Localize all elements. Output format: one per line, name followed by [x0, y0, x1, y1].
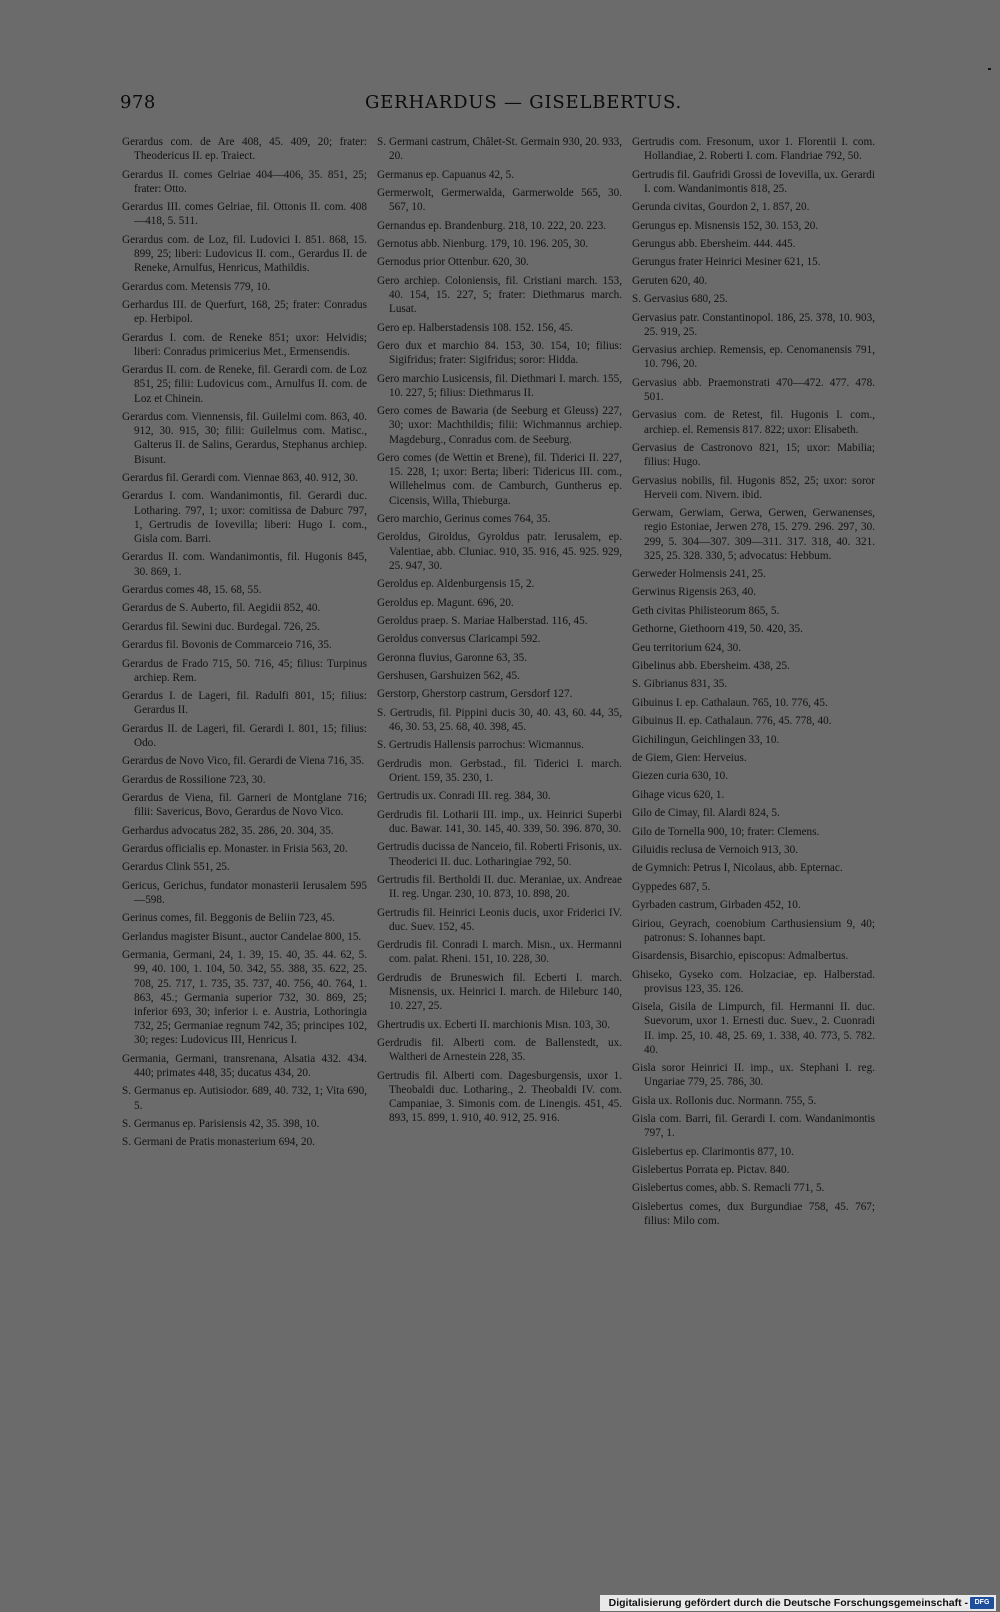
index-entry: Gerwinus Rigensis 263, 40. — [632, 586, 756, 599]
index-entry: Giluidis reclusa de Vernoich 913, 30. — [632, 843, 799, 856]
index-entry: Geroldus ep. Magunt. 696, 20. — [377, 596, 514, 609]
index-entry: Geronna fluvius, Garonne 63, 35. — [377, 651, 528, 664]
index-entry: Gerinus comes, fil. Beggonis de Beliin 723, 45. — [122, 912, 335, 925]
index-entry: Gislebertus comes, abb. S. Remacli 771, 5. — [632, 1182, 825, 1195]
index-entry: Gyppedes 687, 5. — [632, 880, 711, 893]
index-entry: Gibelinus abb. Ebersheim. 438, 25. — [632, 660, 790, 673]
index-entry: Gerwam, Gerwiam, Gerwa, Gerwen, Gerwanenses, regio Estoniae, Jerwen 278, 15. 279. 296. 297, 30. 299, 5. 304—307. 309—311. 317. 318, 40. 321. 325, 25. 328. 330, 5; advocatus: Hebbum. — [632, 507, 875, 562]
index-entry: Gerardus II. com. de Reneke, fil. Gerardi com. de Loz 851, 25; filii: Ludovicus com., Arnulfus II. com. de Loz et Chinein. — [122, 364, 367, 405]
index-entry: Gihage vicus 620, 1. — [632, 788, 725, 801]
index-entry: Gertrudis fil. Alberti com. Dagesburgensis, uxor 1. Theobaldi duc. Lotharing., 2. Theobaldi IV. com. Campaniae, 3. Simonis com. de Linengis. 451, 45. 893, 15. 899, 1. 910, 40. 912, 25. 916. — [377, 1069, 622, 1125]
index-entry: Giezen curia 630, 10. — [632, 770, 728, 783]
index-entry: S. Gertrudis Hallensis parrochus: Wicmannus. — [377, 739, 584, 752]
index-entry: de Gymnich: Petrus I, Nicolaus, abb. Epternac. — [632, 862, 843, 875]
index-entry: Gertrudis fil. Bertholdi II. duc. Meraniae, ux. Andreae II. reg. Ungar. 230, 10. 873, 10. 898, 20. — [377, 874, 622, 901]
index-entry: S. Germanus ep. Parisiensis 42, 35. 398, 10. — [122, 1118, 320, 1130]
index-entry: Gerardus com. Metensis 779, 10. — [122, 280, 271, 293]
index-entry: Gilo de Tornella 900, 10; frater: Clemens. — [632, 825, 820, 838]
index-entry: Gertrudis com. Fresonum, uxor 1. Florentii I. com. Hollandiae, 2. Roberti I. com. Flandriae 792, 50. — [632, 136, 875, 163]
index-entry: S. Germani de Pratis monasterium 694, 20. — [122, 1136, 315, 1149]
index-entry: Gerdrudis mon. Gerbstad., fil. Tiderici I. march. Orient. 159, 35. 230, 1. — [377, 757, 622, 785]
index-entry: Gerardus de Viena, fil. Garneri de Montglane 716; filii: Savericus, Bovo, Gerardus de Novo Vico. — [122, 792, 367, 819]
index-entry: S. Gervasius 680, 25. — [632, 293, 728, 306]
page-number: 978 — [120, 92, 156, 113]
scan-edge-mark — [988, 68, 991, 70]
index-entry: Gibuinus II. ep. Cathalaun. 776, 45. 778, 40. — [632, 715, 832, 728]
index-entry: Gericus, Gerichus, fundator monasterii Ierusalem 595—598. — [122, 879, 367, 907]
index-entry: Gerardus de Rossilione 723, 30. — [122, 773, 266, 786]
index-entry: Gerardus fil. Gerardi com. Viennae 863, 40. 912, 30. — [122, 471, 358, 484]
index-entry: Gertrudis ducissa de Nanceio, fil. Roberti Frisonis, ux. Theoderici II. duc. Lotharingiae 792, 50. — [377, 841, 622, 868]
index-entry: Gerardus officialis ep. Monaster. in Frisia 563, 20. — [122, 843, 348, 856]
index-entry: Gerungus abb. Ebersheim. 444. 445. — [632, 237, 796, 250]
index-entry: Gerardus Clink 551, 25. — [122, 861, 230, 874]
index-entry: Gisla soror Heinrici II. imp., ux. Stephani I. reg. Ungariae 779, 25. 786, 30. — [632, 1062, 875, 1089]
index-entry: Gerardus comes 48, 15. 68, 55. — [122, 583, 262, 596]
index-entry: Geroldus conversus Claricampi 592. — [377, 633, 541, 646]
index-entry: Geroldus ep. Aldenburgensis 15, 2. — [377, 578, 535, 591]
index-entry: Gerstorp, Gherstorp castrum, Gersdorf 127. — [377, 688, 573, 701]
index-entry: Gerardus de Novo Vico, fil. Gerardi de Viena 716, 35. — [122, 755, 365, 768]
dfg-logo: DFG — [970, 1597, 994, 1609]
index-entry: Gerardus I. de Lageri, fil. Radulfi 801, 15; filius: Gerardus II. — [122, 690, 367, 717]
index-column-middle — [377, 135, 622, 1130]
index-entry: Gerardus de Frado 715, 50. 716, 45; filius: Turpinus archiep. Rem. — [122, 657, 367, 684]
index-entry: Gerardus com. de Are 408, 45. 409, 20; frater: Theodericus II. ep. Traiect. — [122, 136, 367, 163]
index-entry: Gerhardus advocatus 282, 35. 286, 20. 304, 35. — [122, 824, 334, 837]
index-entry: Geruten 620, 40. — [632, 274, 708, 287]
index-column-right — [632, 135, 875, 1232]
index-entry: Gerardus I. com. Wandanimontis, fil. Gerardi duc. Lotharing. 797, 1; uxor: comitissa de Daburc 797, 1, Gertrudis de Iovevilla; liberi: Hugo I. com., Gisla com. Barri. — [122, 490, 367, 545]
index-entry: Gertrudis ux. Conradi III. reg. 384, 30. — [377, 790, 551, 803]
index-entry: Gerungus ep. Misnensis 152, 30. 153, 20. — [632, 219, 819, 232]
index-entry: Gernandus ep. Brandenburg. 218, 10. 222, 20. 223. — [377, 219, 607, 232]
index-entry: Gernodus prior Ottenbur. 620, 30. — [377, 256, 529, 269]
index-entry: Gertrudis fil. Gaufridi Grossi de Iovevilla, ux. Gerardi I. com. Wandanimontis 818, 25. — [632, 168, 875, 195]
index-entry: Gerhardus III. de Querfurt, 168, 25; frater: Conradus ep. Herbipol. — [122, 298, 367, 326]
index-entry: Gislebertus Porrata ep. Pictav. 840. — [632, 1164, 790, 1177]
index-entry: Gerardus II. com. Wandanimontis, fil. Hugonis 845, 30. 869, 1. — [122, 551, 367, 578]
index-entry: Gyrbaden castrum, Girbaden 452, 10. — [632, 899, 801, 912]
index-entry: S. Gertrudis, fil. Pippini ducis 30, 40. 43, 60. 44, 35, 46, 30. 53, 25. 68, 40. 398, 45. — [377, 706, 622, 734]
index-entry: Ghertrudis ux. Ecberti II. marchionis Misn. 103, 30. — [377, 1018, 611, 1031]
index-entry: Gerardus III. comes Gelriae, fil. Ottonis II. com. 408—418, 5. 511. — [122, 201, 367, 228]
index-entry: Gerardus II. comes Gelriae 404—406, 35. 851, 25; frater: Otto. — [122, 168, 367, 195]
index-entry: Gerunda civitas, Gourdon 2, 1. 857, 20. — [632, 201, 810, 214]
index-entry: Germanus ep. Capuanus 42, 5. — [377, 168, 515, 181]
index-entry: Gero comes (de Wettin et Brene), fil. Tiderici II. 227, 15. 228, 1; uxor: Berta; liberi: Tidericus III. com., Willehelmus com. de Camburch, Guntherus ep. Cicensis, Willa, Thieburga. — [377, 451, 622, 507]
running-head: GERHARDUS — GISELBERTUS. — [365, 92, 682, 113]
index-entry: Gerardus com. de Loz, fil. Ludovici I. 851. 868, 15. 899, 25; liberi: Ludovicus II. com., Gerardus II. de Reneke, Arnulfus, Henricus, Mathildis. — [122, 233, 367, 275]
index-entry: Gisela, Gisila de Limpurch, fil. Hermanni II. duc. Suevorum, uxor 1. Ernesti duc. Suev., 2. Cuonradi II. imp. 25, 10. 48, 25. 69, 1. 338, 40. 773, 5. 782. 40. — [632, 1001, 875, 1056]
index-entry: de Giem, Gien: Herveius. — [632, 752, 747, 764]
index-entry: Gervasius nobilis, fil. Hugonis 852, 25; uxor: soror Herveii com. Nivern. ibid. — [632, 474, 875, 501]
index-entry: Ghiseko, Gyseko com. Holzaciae, ep. Halberstad. provisus 123, 35. 126. — [632, 968, 875, 995]
index-entry: Gilo de Cimay, fil. Alardi 824, 5. — [632, 807, 780, 820]
index-entry: S. Germanus ep. Autisiodor. 689, 40. 732, 1; Vita 690, 5. — [122, 1085, 367, 1112]
index-entry: Gero archiep. Coloniensis, fil. Cristiani march. 153, 40. 154, 15. 227, 5; frater: Diethmarus march. Lusat. — [377, 274, 622, 316]
index-entry: Gero ep. Halberstadensis 108. 152. 156, 45. — [377, 321, 574, 334]
index-entry: Gerdrudis de Bruneswich fil. Ecberti I. march. Misnensis, ux. Heinrici I. march. de Hileburc 140, 10. 227, 25. — [377, 971, 622, 1013]
index-entry: Gisardensis, Bisarchio, episcopus: Admalbertus. — [632, 950, 849, 963]
index-entry: Gervasius de Castronovo 821, 15; uxor: Mabilia; filius: Hugo. — [632, 441, 875, 469]
footer-credit-text: Digitalisierung gefördert durch die Deutsche Forschungsgemeinschaft - — [608, 1597, 968, 1609]
index-entry: Gislebertus ep. Clarimontis 877, 10. — [632, 1145, 794, 1158]
index-entry: Geu territorium 624, 30. — [632, 641, 742, 654]
index-entry: Gerardus I. com. de Reneke 851; uxor: Helvidis; liberi: Conradus primicerius Met., Ermensendis. — [122, 331, 367, 358]
index-entry: Gislebertus comes, dux Burgundiae 758, 45. 767; filius: Milo com. — [632, 1200, 875, 1228]
index-column-left — [122, 135, 367, 1154]
digitization-footer — [600, 1595, 996, 1611]
index-entry: S. Gibrianus 831, 35. — [632, 678, 728, 691]
index-entry: Gershusen, Garshuizen 562, 45. — [377, 670, 520, 683]
index-entry: Gernotus abb. Nienburg. 179, 10. 196. 205, 30. — [377, 237, 589, 250]
index-entry: Geroldus praep. S. Mariae Halberstad. 116, 45. — [377, 614, 588, 627]
index-entry: Gerungus frater Heinrici Mesiner 621, 15. — [632, 256, 821, 269]
index-entry: Gerardus II. de Lageri, fil. Gerardi I. 801, 15; filius: Odo. — [122, 722, 367, 749]
index-entry: Gero dux et marchio 84. 153, 30. 154, 10; filius: Sigifridus; frater: Sigifridus; soror: Hidda. — [377, 339, 622, 367]
index-entry: Gerardus com. Viennensis, fil. Guilelmi com. 863, 40. 912, 30. 915, 30; filii: Guilelmus com. Matisc., Galterus II. de Salins, Gerardus, Stephanus archiep. Bisunt. — [122, 410, 367, 466]
index-entry: Gerardus fil. Sewini duc. Burdegal. 726, 25. — [122, 620, 320, 633]
page-header — [120, 92, 682, 122]
index-entry: Gerardus fil. Bovonis de Commarceio 716, 35. — [122, 639, 332, 652]
index-entry: Gerdrudis fil. Lotharii III. imp., ux. Heinrici Superbi duc. Bawar. 141, 30. 145, 40. 339, 50. 396. 870, 30. — [377, 808, 622, 836]
index-entry: Gervasius abb. Praemonstrati 470—472. 477. 478. 501. — [632, 376, 875, 403]
index-entry: Gero comes de Bawaria (de Seeburg et Gleuss) 227, 30; uxor: Machthildis; filii: Wichmannus archiep. Magdeburg., Conradus com. de Seeburg. — [377, 405, 622, 446]
index-entry: Gethorne, Giethoorn 419, 50. 420, 35. — [632, 623, 803, 636]
index-entry: Gichilingun, Geichlingen 33, 10. — [632, 733, 780, 746]
index-entry: Gertrudis fil. Heinrici Leonis ducis, uxor Friderici IV. duc. Suev. 152, 45. — [377, 906, 622, 933]
index-entry: Germerwolt, Germerwalda, Garmerwolde 565, 30. 567, 10. — [377, 186, 622, 214]
index-entry: Gisla com. Barri, fil. Gerardi I. com. Wandanimontis 797, 1. — [632, 1113, 875, 1140]
index-entry: Gero marchio, Gerinus comes 764, 35. — [377, 512, 551, 525]
index-entry: S. Germani castrum, Châlet-St. Germain 930, 20. 933, 20. — [377, 136, 622, 163]
index-entry: Gibuinus I. ep. Cathalaun. 765, 10. 776, 45. — [632, 696, 828, 709]
index-entry: Geth civitas Philisteorum 865, 5. — [632, 604, 780, 617]
index-entry: Gerardus de S. Auberto, fil. Aegidii 852, 40. — [122, 602, 321, 615]
index-entry: Gerlandus magister Bisunt., auctor Candelae 800, 15. — [122, 930, 362, 943]
index-entry: Gervasius patr. Constantinopol. 186, 25. 378, 10. 903, 25. 919, 25. — [632, 311, 875, 338]
index-entry: Giriou, Geyrach, coenobium Carthusiensium 9, 40; patronus: S. Iohannes bapt. — [632, 917, 875, 944]
index-entry: Gervasius archiep. Remensis, ep. Cenomanensis 791, 10. 796, 20. — [632, 344, 875, 371]
index-entry: Gervasius com. de Retest, fil. Hugonis I. com., archiep. el. Remensis 817. 822; uxor: Elisabeth. — [632, 409, 875, 436]
index-entry: Germania, Germani, 24, 1. 39, 15. 40, 35. 44. 62, 5. 99, 40. 100, 1. 104, 50. 342, 55. 388, 35. 622, 25. 708, 25. 717, 1. 735, 35. 737, 40. 756, 40. 764, 1. 863, 45.; Germania superior 732, 30. 869, 25; inferior 693, 30; inferior i. e. Austria, Lothoringia 732, 25; Germaniae regnum 742, 35; principes 102, 30; reges: Ludovicus III, Henricus I. — [122, 949, 367, 1047]
index-entry: Gerweder Holmensis 241, 25. — [632, 568, 766, 581]
index-entry: Germania, Germani, transrenana, Alsatia 432. 434. 440; primates 448, 35; ducatus 434, 20. — [122, 1052, 367, 1080]
index-entry: Gero marchio Lusicensis, fil. Diethmari I. march. 155, 10. 227, 5; filius: Diethmarus II. — [377, 372, 622, 399]
index-entry: Gisla ux. Rollonis duc. Normann. 755, 5. — [632, 1094, 817, 1107]
index-entry: Gerdrudis fil. Alberti com. de Ballenstedt, ux. Waltheri de Arnestein 228, 35. — [377, 1036, 622, 1064]
index-entry: Gerdrudis fil. Conradi I. march. Misn., ux. Hermanni com. palat. Rheni. 151, 10. 228, 30. — [377, 939, 622, 966]
index-entry: Geroldus, Giroldus, Gyroldus patr. Ierusalem, ep. Valentiae, abb. Cluniac. 910, 35. 916, 45. 925. 929, 25. 947, 30. — [377, 531, 622, 572]
